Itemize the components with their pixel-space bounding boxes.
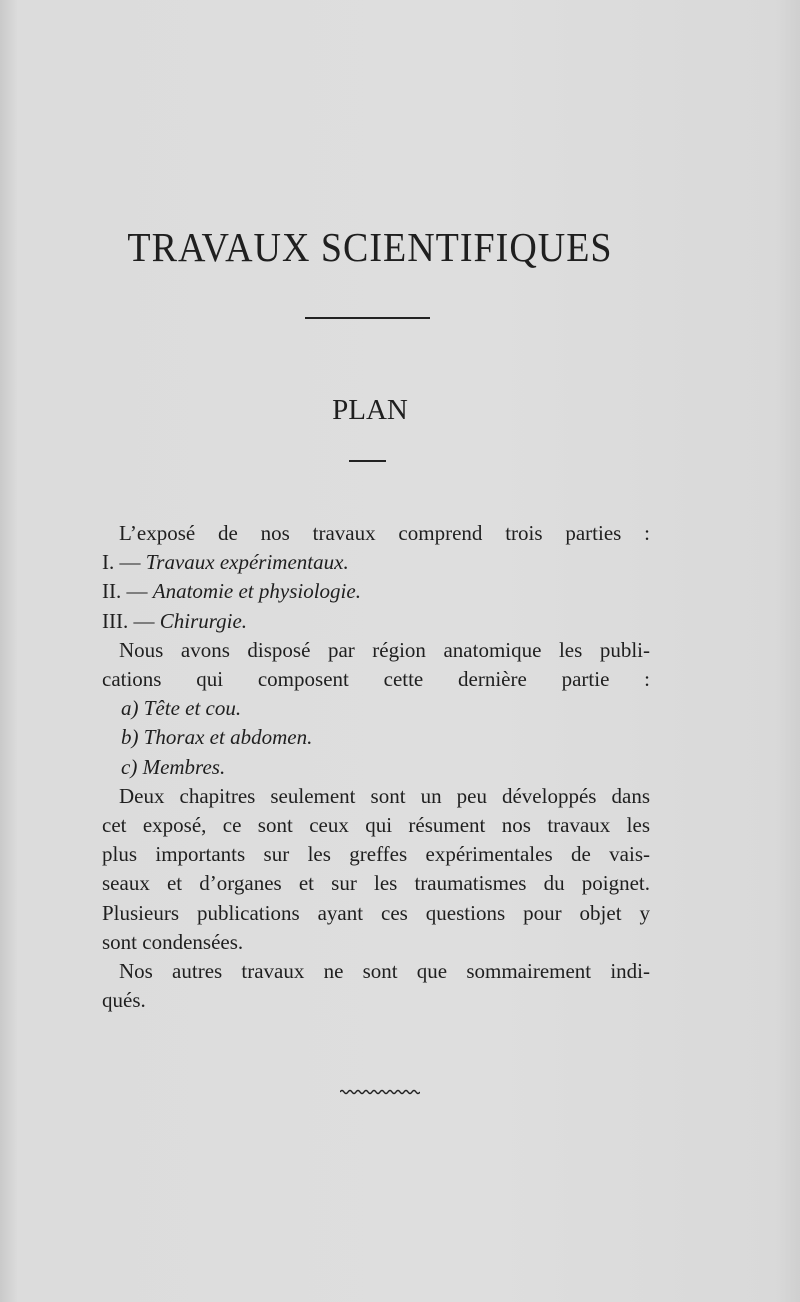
subpart-c-letter: c) (121, 754, 138, 779)
section-heading: PLAN (332, 394, 408, 426)
paragraph-2-line-5: Plusieurs publications ayant ces questions pour objet y (102, 900, 650, 925)
subpart-b-letter: b) (121, 725, 139, 750)
page-title: TRAVAUX SCIENTIFIQUES (127, 225, 613, 271)
paragraph-3-line-1: Nos autres travaux ne sont que sommairement indi- (119, 959, 650, 984)
subpart-c-line (102, 753, 650, 782)
part-2-title: Anatomie et physiologie. (152, 579, 361, 604)
section-divider (349, 460, 386, 462)
paragraph-2-line-2: cet exposé, ce sont ceux qui résument nos travaux les (102, 813, 650, 838)
body-text (102, 519, 650, 1015)
ornamental-wavy-rule (340, 1087, 420, 1097)
paragraph-2-line-6: sont condensées. (102, 929, 244, 954)
paragraph-3-line-2: qués. (102, 988, 146, 1013)
paragraph-1-line-2: cations qui composent cette dernière partie : (102, 667, 650, 692)
subpart-a-letter: a) (121, 696, 139, 721)
subpart-b-line (102, 723, 650, 752)
part-3-title: Chirurgie. (159, 608, 248, 633)
part-1-title: Travaux expérimentaux. (145, 550, 349, 575)
subpart-a-title: Tête et cou. (143, 696, 242, 721)
part-3-number: III. — (102, 608, 155, 633)
paragraph-1-line-1: Nous avons disposé par région anatomique les publi- (119, 637, 650, 662)
title-divider (305, 317, 430, 319)
part-1-line (102, 548, 650, 577)
intro-line: L’exposé de nos travaux comprend trois parties : (119, 521, 650, 545)
paragraph-2-line-3: plus importants sur les greffes expérimentales de vais- (102, 842, 650, 867)
subpart-a-line (102, 694, 650, 723)
part-3-line (102, 607, 650, 636)
part-2-line (102, 577, 650, 606)
part-1-number: I. — (102, 550, 141, 575)
part-2-number: II. — (102, 579, 148, 604)
subpart-c-title: Membres. (142, 754, 226, 779)
paragraph-2-line-1: Deux chapitres seulement sont un peu développés dans (119, 783, 650, 808)
subpart-b-title: Thorax et abdomen. (143, 725, 313, 750)
paragraph-2-line-4: seaux et d’organes et sur les traumatismes du poignet. (102, 871, 650, 896)
